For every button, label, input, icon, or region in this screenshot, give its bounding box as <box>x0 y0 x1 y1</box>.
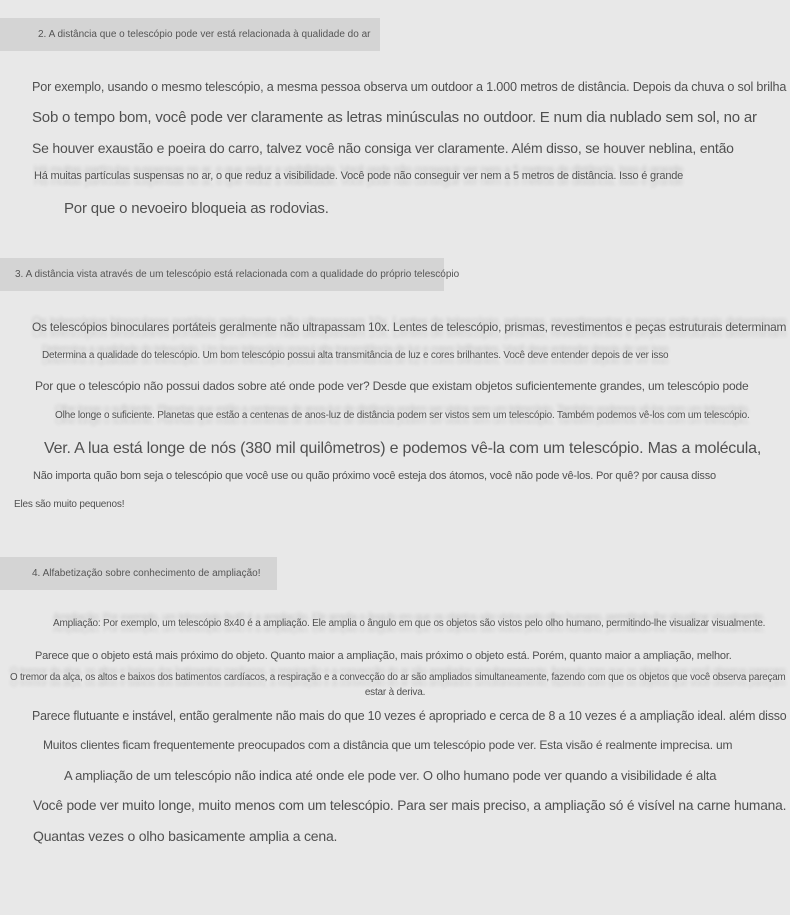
section-3-line-3: Por que o telescópio não possui dados sobre até onde pode ver? Desde que existam objetos suficientemente grandes, um telescópio pode <box>35 379 749 393</box>
section-3-heading-text: 3. A distância vista através de um telescópio está relacionada com a qualidade do próprio telescópio <box>15 269 460 280</box>
section-3-line-6: Não importa quão bom seja o telescópio que você use ou quão próximo você esteja dos átomos, você não pode vê-los. Por quê? por causa disso <box>33 470 716 482</box>
section-4-line-2: Parece que o objeto está mais próximo do objeto. Quanto maior a ampliação, mais próximo o objeto está. Porém, quanto maior a ampliação, melhor. <box>35 650 732 662</box>
section-3-line-4: Olhe longe o suficiente. Planetas que estão a centenas de anos-luz de distância podem ser vistos sem um telescópio. Também podemos vê-los com um telescópio. <box>55 410 750 421</box>
section-4-heading <box>0 557 277 590</box>
section-2-heading-text: 2. A distância que o telescópio pode ver está relacionada à qualidade do ar <box>38 29 371 40</box>
section-2-line-2: Sob o tempo bom, você pode ver claramente as letras minúsculas no outdoor. E num dia nublado sem sol, no ar <box>32 109 757 126</box>
section-2-heading <box>0 18 380 51</box>
section-4-line-8: Você pode ver muito longe, muito menos com um telescópio. Para ser mais preciso, a ampliação só é visível na carne humana. <box>33 797 787 813</box>
section-4-line-7: A ampliação de um telescópio não indica até onde ele pode ver. O olho humano pode ver quando a visibilidade é alta <box>64 768 717 783</box>
section-3-line-1: Os telescópios binoculares portáteis geralmente não ultrapassam 10x. Lentes de telescópio, prismas, revestimentos e peças estruturais determinam <box>32 320 787 334</box>
section-2-line-3: Se houver exaustão e poeira do carro, talvez você não consiga ver claramente. Além disso, se houver neblina, então <box>32 140 734 156</box>
section-4-line-9: Quantas vezes o olho basicamente amplia a cena. <box>33 828 338 844</box>
section-3-line-2: Determina a qualidade do telescópio. Um bom telescópio possui alta transmitância de luz e cores brilhantes. Você deve entender depois de ver isso <box>42 350 669 361</box>
section-4-line-6: Muitos clientes ficam frequentemente preocupados com a distância que um telescópio pode ver. Esta visão é realmente imprecisa. um <box>43 738 733 752</box>
section-3-line-7: Eles são muito pequenos! <box>14 499 125 510</box>
section-4-line-5: Parece flutuante e instável, então geralmente não mais do que 10 vezes é apropriado e cerca de 8 a 10 vezes é a ampliação ideal. além disso <box>32 708 787 723</box>
section-2-line-5: Por que o nevoeiro bloqueia as rodovias. <box>64 200 329 217</box>
section-3-heading <box>0 258 460 291</box>
section-2-line-4: Há muitas partículas suspensas no ar, o que reduz a visibilidade. Você pode não conseguir ver nem a 5 metros de distância. Isso é grande <box>34 170 684 182</box>
section-2-line-1: Por exemplo, usando o mesmo telescópio, a mesma pessoa observa um outdoor a 1.000 metros de distância. Depois da chuva o sol brilha <box>32 79 787 94</box>
section-4-heading-text: 4. Alfabetização sobre conhecimento de ampliação! <box>32 568 261 579</box>
section-4-line-4: estar à deriva. <box>364 687 426 698</box>
section-4-line-1: Ampliação: Por exemplo, um telescópio 8x40 é a ampliação. Ele amplia o ângulo em que os objetos são vistos pelo olho humano, permitindo-lhe visualizar visualmente. <box>53 618 766 629</box>
section-3-line-5: Ver. A lua está longe de nós (380 mil quilômetros) e podemos vê-la com um telescópio. Mas a molécula, <box>44 440 762 457</box>
section-4-line-3: O tremor da alça, os altos e baixos dos batimentos cardíacos, a respiração e a convecção do ar são ampliados simultaneamente, fazendo com que os objetos que você observa pareçam <box>10 672 786 683</box>
